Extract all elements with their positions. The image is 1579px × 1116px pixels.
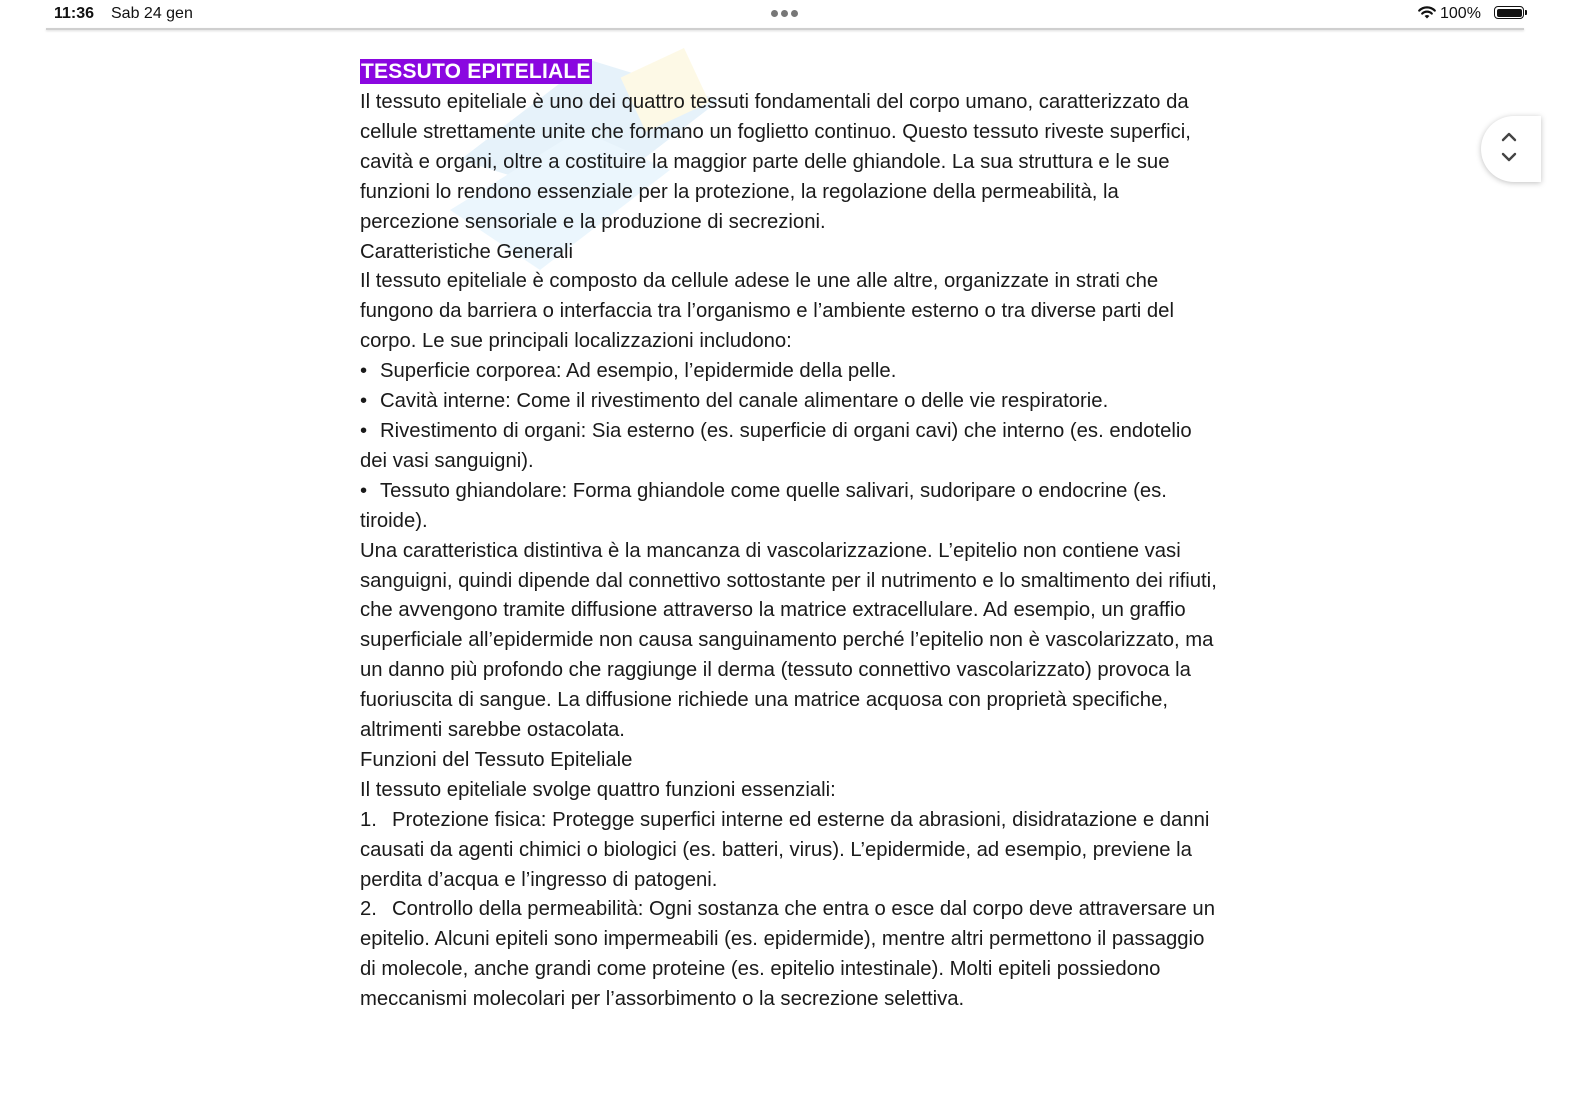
- document-title: TESSUTO EPITELIALE: [361, 60, 591, 83]
- document-page: [360, 58, 1220, 1015]
- status-date: Sab 24 gen: [111, 5, 193, 22]
- section-heading: Funzioni del Tessuto Epiteliale: [360, 748, 633, 771]
- list-item: • Cavità interne: Come il rivestimento del canale alimentare o delle vie respiratorie.: [360, 387, 1220, 417]
- page-navigation-control[interactable]: [1481, 116, 1541, 182]
- battery-percent: 100%: [1440, 5, 1481, 22]
- multitasking-dots-icon[interactable]: [771, 10, 798, 17]
- bullet-icon: •: [360, 390, 368, 413]
- list-item: • Superficie corporea: Ad esempio, l’epidermide della pelle.: [360, 357, 1220, 387]
- status-bar: [0, 0, 1579, 28]
- battery-icon: [1494, 6, 1524, 19]
- paragraph: Il tessuto epiteliale svolge quattro funzioni essenziali:: [360, 778, 836, 801]
- chevron-up-icon[interactable]: [1499, 130, 1519, 144]
- top-divider: [46, 28, 1524, 30]
- status-time: 11:36: [54, 5, 95, 22]
- intro-paragraph: Il tessuto epiteliale è uno dei quattro tessuti fondamentali del corpo umano, caratterizzato da cellule strettamente unite che formano un foglietto continuo. Questo tessuto riveste superfici, cavità e organi, oltre a costituire la maggior parte delle ghiandole. La sua struttura e le sue funzioni lo rendono essenziale per la protezione, la regolazione della permeabilità, la percezione sensoriale e la produzione di secrezioni.: [360, 91, 1191, 233]
- numbered-item: 1. Protezione fisica: Protegge superfici interne ed esterne da abrasioni, disidratazione e danni causati da agenti chimici o biologici (es. batteri, virus). L’epidermide, ad esempio, previene la perdita d’acqua e l’ingresso di patogeni.: [360, 808, 1210, 891]
- bullet-icon: •: [360, 479, 368, 502]
- chevron-down-icon[interactable]: [1499, 150, 1519, 164]
- paragraph: Il tessuto epiteliale è composto da cellule adese le une alle altre, organizzate in strati che fungono da barriera o interfaccia tra l’organismo e l’ambiente esterno o tra diverse parti del corpo. Le sue principali localizzazioni includono:: [360, 270, 1174, 353]
- paragraph: Una caratteristica distintiva è la mancanza di vascolarizzazione. L’epitelio non contiene vasi sanguigni, quindi dipende dal connettivo sottostante per il nutrimento e lo smaltimento dei rifiuti, che avvengono tramite diffusione attraverso la matrice extracellulare. Ad esempio, un graffio superficiale all’epidermide non causa sanguinamento perché l’epitelio non è vascolarizzato, ma un danno più profondo che raggiunge il derma (tessuto connettivo vascolarizzato) provoca la fuoriuscita di sangue. La diffusione richiede una matrice acquosa con proprietà specifiche, altrimenti sarebbe ostacolata.: [360, 539, 1217, 742]
- list-item: • Rivestimento di organi: Sia esterno (es. superficie di organi cavi) che interno (es. endotelio dei vasi sanguigni).: [360, 417, 1220, 477]
- list-item: • Tessuto ghiandolare: Forma ghiandole come quelle salivari, sudoripare o endocrine (es. tiroide).: [360, 477, 1220, 537]
- bullet-icon: •: [360, 360, 368, 383]
- section-heading: Caratteristiche Generali: [360, 240, 574, 263]
- numbered-item: 2. Controllo della permeabilità: Ogni sostanza che entra o esce dal corpo deve attraversare un epitelio. Alcuni epiteli sono impermeabili (es. epidermide), mentre altri permettono il passaggio di molecole, anche grandi come proteine (es. epitelio intestinale). Molti epiteli possiedono meccanismi molecolari per l’assorbimento o la secrezione selettiva.: [360, 898, 1215, 1011]
- wifi-icon: [1417, 4, 1437, 20]
- bullet-icon: •: [360, 419, 368, 442]
